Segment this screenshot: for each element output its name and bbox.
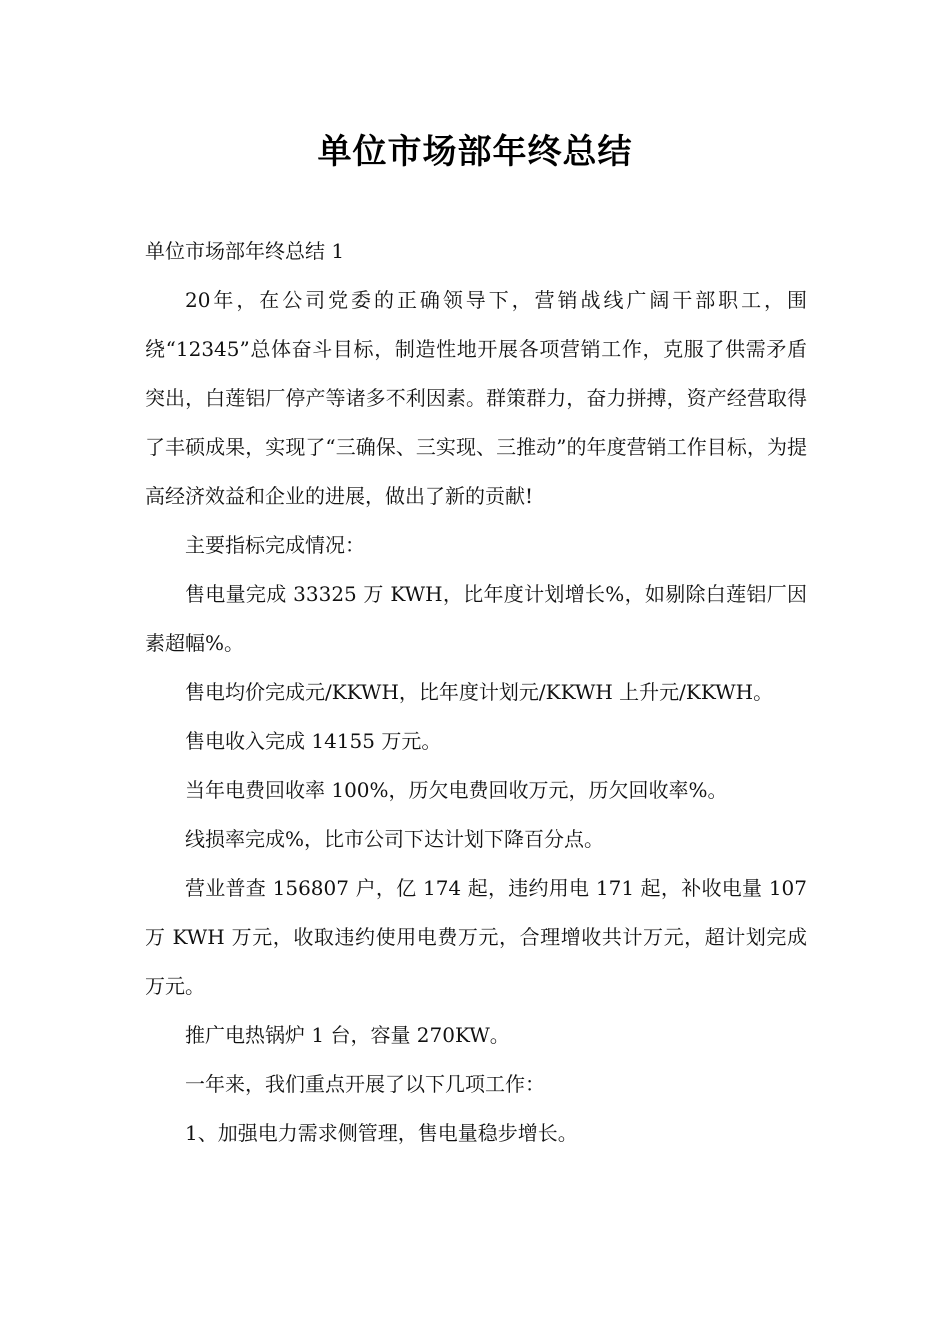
paragraph-indicators-heading: 主要指标完成情况： [185,533,365,557]
section-heading: 单位市场部年终总结 1 [145,239,345,263]
paragraph-intro: 20年，在公司党委的正确领导下，营销战线广阔干部职工，围绕“12345”总体奋斗目标，制造性地开展各项营销工作，克服了供需矛盾突出，白莲铝厂停产等诸多不利因素。群策群力，奋力拼搏，资产经营取得了丰硕成果，实现了“三确保、三实现、三推动”的年度营销工作目标，为提高经济效益和企业的进展，做出了新的贡献! [145,288,807,508]
paragraph-recovery-rate: 当年电费回收率 100%，历欠电费回收万元，历欠回收率%。 [185,778,728,802]
paragraph-sales-volume: 售电量完成 33325 万 KWH，比年度计划增长%，如剔除白莲铝厂因素超幅%。 [145,582,807,655]
paragraph-sales-revenue: 售电收入完成 14155 万元。 [185,729,442,753]
paragraph-line-loss: 线损率完成%，比市公司下达计划下降百分点。 [185,827,605,851]
document-body [145,227,807,1158]
paragraph-work-intro: 一年来，我们重点开展了以下几项工作： [185,1072,545,1096]
paragraph-business-survey: 营业普查 156807 户，亿 174 起，违约用电 171 起，补收电量 107 万 KWH 万元，收取违约使用电费万元，合理增收共计万元，超计划完成万元。 [145,876,807,998]
paragraph-work-item-1: 1、加强电力需求侧管理，售电量稳步增长。 [185,1121,578,1145]
document-title: 单位市场部年终总结 [317,132,633,172]
paragraph-electric-boiler: 推广电热锅炉 1 台，容量 270KW。 [185,1023,510,1047]
paragraph-average-price: 售电均价完成元/KKWH，比年度计划元/KKWH 上升元/KKWH。 [185,680,774,704]
